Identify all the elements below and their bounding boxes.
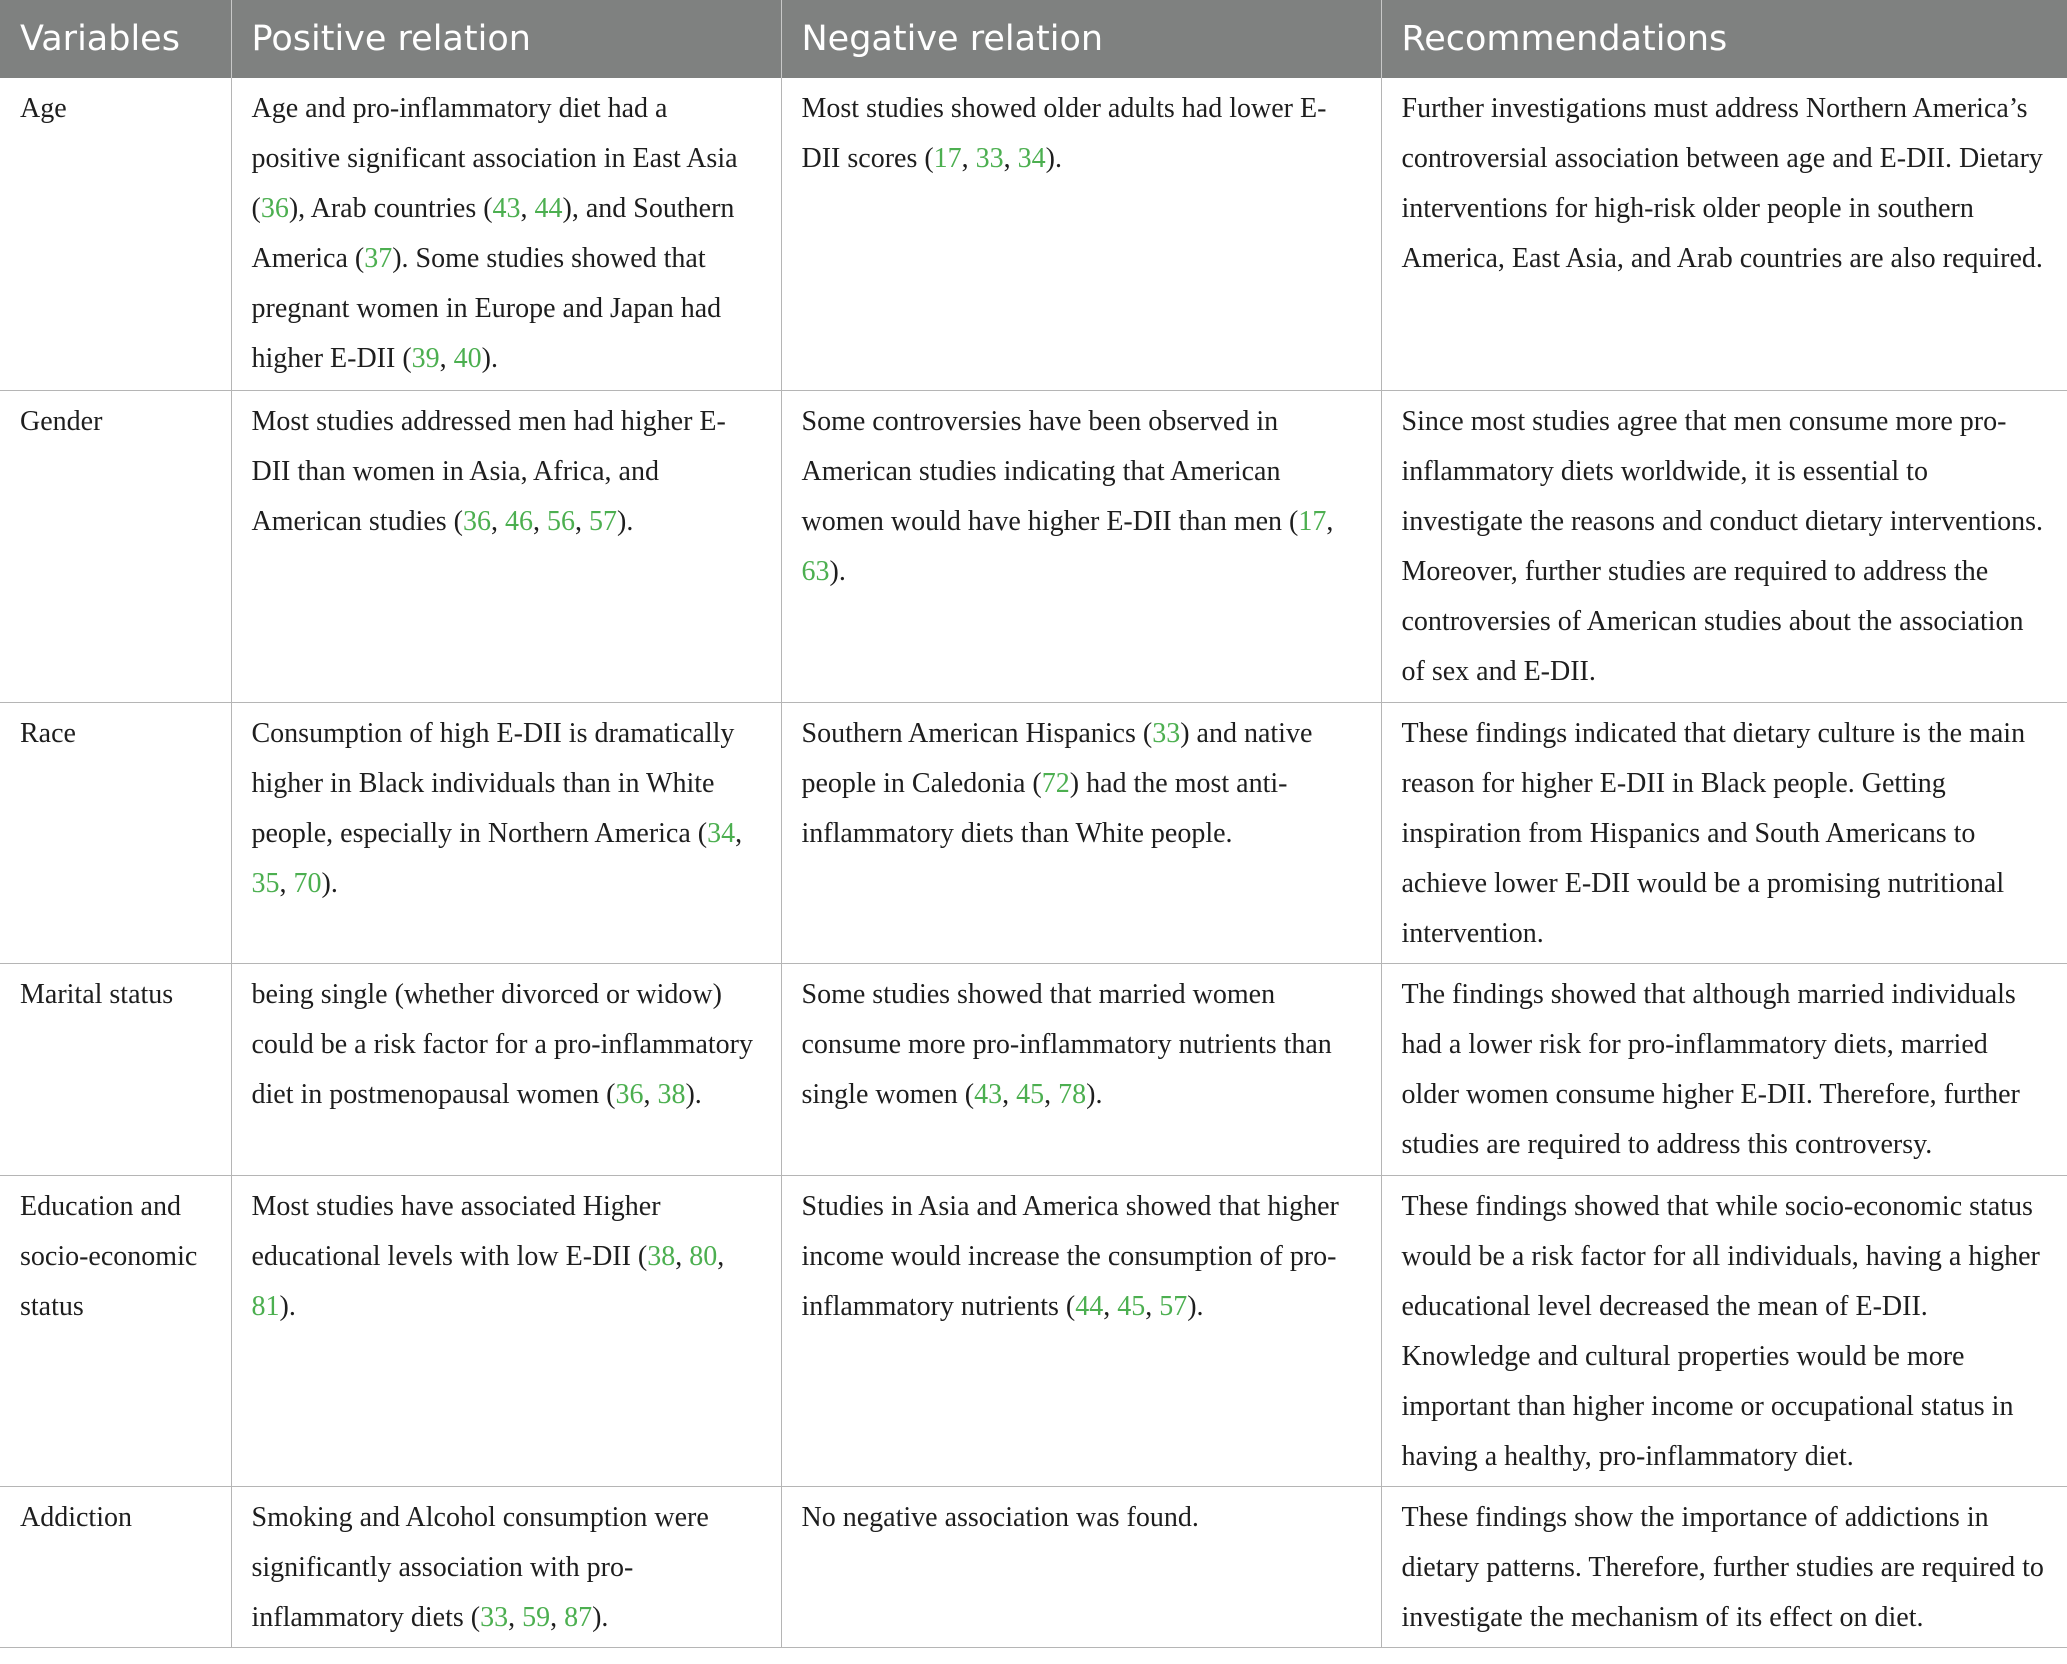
citation-link[interactable]: 34 [1017, 143, 1046, 174]
citation-link[interactable]: 72 [1041, 767, 1070, 799]
citation-link[interactable]: 44 [534, 193, 563, 224]
table-row [0, 1175, 2067, 1486]
cell-variable: Gender [0, 390, 231, 702]
citation-link[interactable]: 17 [1298, 505, 1327, 537]
citation-link[interactable]: 33 [975, 143, 1004, 174]
citation-link[interactable]: 37 [364, 243, 393, 274]
cell-recommendation: Further investigations must address Northern America’s controversial association between age and E-DII. Dietary interventions for high-risk older people in southern America, East Asia, and Arab countries are also required. [1381, 78, 2067, 390]
citation-link[interactable]: 35 [251, 867, 280, 899]
cell-positive: Most studies addressed men had higher E-DII than women in Asia, Africa, and American studies (36, 46, 56, 57). [231, 390, 781, 702]
header-negative-relation: Negative relation [781, 0, 1381, 78]
citation-link[interactable]: 45 [1016, 1078, 1045, 1110]
citation-link[interactable]: 70 [293, 867, 322, 899]
citation-link[interactable]: 44 [1075, 1290, 1104, 1322]
cell-negative: Some studies showed that married women consume more pro-inflammatory nutrients than single women (43, 45, 78). [781, 963, 1381, 1175]
cell-negative: Southern American Hispanics (33) and native people in Caledonia (72) had the most anti-inflammatory diets than White people. [781, 702, 1381, 963]
citation-link[interactable]: 39 [411, 343, 440, 374]
cell-positive: Consumption of high E-DII is dramatically higher in Black individuals than in White people, especially in Northern America (34, 35, 70). [231, 702, 781, 963]
cell-negative: No negative association was found. [781, 1486, 1381, 1647]
cell-negative: Most studies showed older adults had lower E-DII scores (17, 33, 34). [781, 78, 1381, 390]
cell-positive: being single (whether divorced or widow) could be a risk factor for a pro-inflammatory diet in postmenopausal women (36, 38). [231, 963, 781, 1175]
table-row [0, 78, 2067, 390]
citation-link[interactable]: 43 [492, 193, 521, 224]
cell-variable: Age [0, 78, 231, 390]
table-header [0, 0, 2067, 78]
cell-negative: Studies in Asia and America showed that higher income would increase the consumption of pro-inflammatory nutrients (44, 45, 57). [781, 1175, 1381, 1486]
citation-link[interactable]: 59 [522, 1601, 551, 1633]
citation-link[interactable]: 45 [1117, 1290, 1146, 1322]
citation-link[interactable]: 33 [480, 1601, 509, 1633]
citation-link[interactable]: 63 [801, 555, 830, 587]
cell-negative: Some controversies have been observed in American studies indicating that American women would have higher E-DII than men (17, 63). [781, 390, 1381, 702]
citation-link[interactable]: 36 [463, 505, 491, 537]
cell-positive: Most studies have associated Higher educational levels with low E-DII (38, 80, 81). [231, 1175, 781, 1486]
citation-link[interactable]: 56 [547, 505, 575, 537]
cell-recommendation: These findings showed that while socio-economic status would be a risk factor for all individuals, having a higher educational level decreased the mean of E-DII. Knowledge and cultural properties would be more important than higher income or occupational status in having a healthy, pro-inflammatory diet. [1381, 1175, 2067, 1486]
cell-variable: Addiction [0, 1486, 231, 1647]
cell-variable: Race [0, 702, 231, 963]
citation-link[interactable]: 38 [647, 1240, 676, 1272]
cell-variable: Education and socio-economic status [0, 1175, 231, 1486]
table-body [0, 78, 2067, 1647]
citation-link[interactable]: 81 [251, 1290, 280, 1322]
cell-recommendation: The findings showed that although married individuals had a lower risk for pro-inflammatory diets, married older women consume higher E-DII. Therefore, further studies are required to address this controversy. [1381, 963, 2067, 1175]
cell-positive: Smoking and Alcohol consumption were significantly association with pro-inflammatory diets (33, 59, 87). [231, 1486, 781, 1647]
citation-link[interactable]: 57 [1159, 1290, 1188, 1322]
cell-variable: Marital status [0, 963, 231, 1175]
header-recommendations: Recommendations [1381, 0, 2067, 78]
citation-link[interactable]: 33 [1152, 717, 1181, 749]
citation-link[interactable]: 80 [689, 1240, 718, 1272]
cell-positive: Age and pro-inflammatory diet had a positive significant association in East Asia (36), Arab countries (43, 44), and Southern America (37). Some studies showed that pregnant women in Europe and Japan had higher E-DII (39, 40). [231, 78, 781, 390]
cell-recommendation: Since most studies agree that men consume more pro-inflammatory diets worldwide, it is essential to investigate the reasons and conduct dietary interventions. Moreover, further studies are required to address the controversies of American studies about the association of sex and E-DII. [1381, 390, 2067, 702]
citation-link[interactable]: 78 [1058, 1078, 1087, 1110]
citation-link[interactable]: 46 [505, 505, 533, 537]
citation-link[interactable]: 40 [453, 343, 482, 374]
table-row [0, 702, 2067, 963]
citation-link[interactable]: 36 [615, 1078, 644, 1110]
header-positive-relation: Positive relation [231, 0, 781, 78]
citation-link[interactable]: 43 [974, 1078, 1003, 1110]
citation-link[interactable]: 34 [707, 817, 736, 849]
table-row [0, 1486, 2067, 1647]
cell-recommendation: These findings show the importance of addictions in dietary patterns. Therefore, further studies are required to investigate the mechanism of its effect on diet. [1381, 1486, 2067, 1647]
citation-link[interactable]: 38 [657, 1078, 686, 1110]
citation-link[interactable]: 17 [933, 143, 962, 174]
citation-link[interactable]: 36 [260, 193, 289, 224]
table-row [0, 390, 2067, 702]
citation-link[interactable]: 87 [564, 1601, 593, 1633]
table-row [0, 963, 2067, 1175]
citation-link[interactable]: 57 [589, 505, 617, 537]
cell-recommendation: These findings indicated that dietary culture is the main reason for higher E-DII in Black people. Getting inspiration from Hispanics and South Americans to achieve lower E-DII would be a promising nutritional intervention. [1381, 702, 2067, 963]
header-variables: Variables [0, 0, 231, 78]
